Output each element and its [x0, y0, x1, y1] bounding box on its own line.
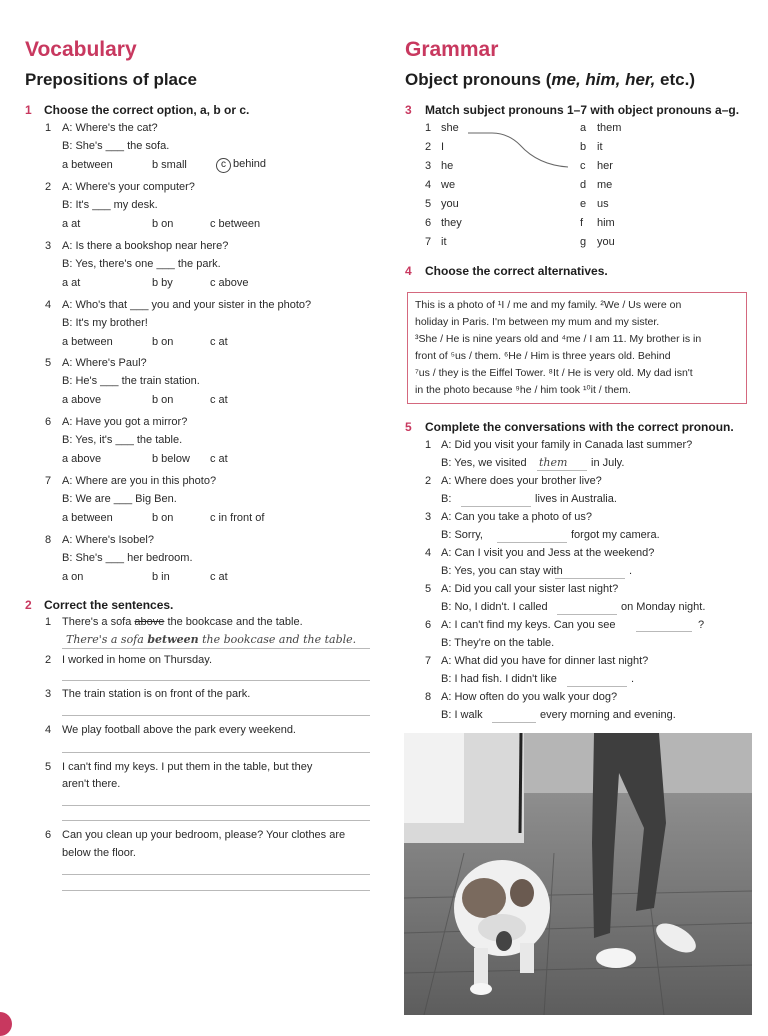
item-number: 8	[425, 691, 432, 703]
object-pronoun[interactable]: her	[597, 160, 613, 172]
question-a: A: Where's the cat?	[62, 122, 158, 134]
struck-word: above	[134, 616, 165, 628]
object-pronoun[interactable]: it	[597, 141, 603, 153]
line-b-end: .	[631, 673, 635, 685]
option[interactable]: b by	[152, 277, 173, 289]
object-pronoun[interactable]: him	[597, 217, 615, 229]
pronoun-number: 2	[425, 141, 432, 153]
line-b: B: I had fish. I didn't like	[441, 673, 557, 685]
answer-line[interactable]	[62, 874, 370, 875]
line-b: B: Yes, we visited	[441, 457, 527, 469]
option-label: behind	[233, 158, 267, 170]
option[interactable]: a above	[62, 394, 102, 406]
pronoun-number: 3	[425, 160, 432, 172]
line-b-end: every morning and evening.	[540, 709, 676, 721]
option[interactable]: c between	[210, 218, 261, 230]
box-line: holiday in Paris. I'm between my mum and my sister.	[415, 316, 660, 328]
line-b: B:	[441, 493, 452, 505]
pronoun-number: 5	[425, 198, 432, 210]
subject-pronoun[interactable]: we	[441, 179, 456, 191]
grammar-title: Grammar	[405, 38, 499, 61]
line-b-end: on Monday night.	[621, 601, 706, 613]
box-line: ⁷us / they is the Eiffel Tower. ⁸It / He is very old. My dad isn't	[415, 367, 693, 379]
answer-line[interactable]	[567, 686, 627, 687]
object-pronoun[interactable]: us	[597, 198, 609, 210]
option[interactable]: c at	[210, 453, 228, 465]
line-b: B: They're on the table.	[441, 637, 555, 649]
response-b: B: It's my brother!	[62, 317, 148, 329]
pronoun-number: 4	[425, 179, 432, 191]
line-b-end: .	[629, 565, 633, 577]
subject-pronoun[interactable]: I	[441, 141, 445, 153]
sentence-cont: aren't there.	[62, 778, 121, 790]
sentence: Can you clean up your bedroom, please? Your clothes are	[62, 829, 346, 841]
subject-pronoun[interactable]: she	[441, 122, 459, 134]
exercise-number: 3	[405, 103, 412, 117]
question-a: A: Where's Isobel?	[62, 534, 154, 546]
photo-illustration	[404, 733, 752, 1015]
line-a: A: Did you call your sister last night?	[441, 583, 619, 595]
item-number: 1	[425, 439, 432, 451]
line-a: A: I can't find my keys. Can you see	[441, 619, 616, 631]
option[interactable]: b on	[152, 218, 174, 230]
filled-answer: them	[539, 456, 568, 469]
subject-pronoun[interactable]: you	[441, 198, 459, 210]
option-circled[interactable]	[216, 158, 266, 173]
exercise-title: Choose the correct alternatives.	[425, 264, 608, 278]
item-number: 7	[425, 655, 432, 667]
option[interactable]: c at	[210, 394, 228, 406]
item-number: 5	[45, 357, 52, 369]
subject-pronoun[interactable]: it	[441, 236, 447, 248]
line-a: A: Where does your brother live?	[441, 475, 602, 487]
sentence: I worked in home on Thursday.	[62, 654, 213, 666]
subject-pronoun[interactable]: he	[441, 160, 454, 172]
question-a: A: Is there a bookshop near here?	[62, 240, 229, 252]
line-a: A: Can you take a photo of us?	[441, 511, 593, 523]
box-line: in the photo because ⁹he / him took ¹⁰it / them.	[415, 384, 631, 396]
sentence	[62, 616, 303, 628]
pronoun-number: 6	[425, 217, 432, 229]
question-a: A: Where's Paul?	[62, 357, 147, 369]
answer-line[interactable]	[62, 890, 370, 891]
item-number: 3	[45, 688, 52, 700]
exercise-number: 4	[405, 264, 412, 278]
pronoun-letter: d	[580, 179, 587, 191]
option[interactable]: b in	[152, 571, 170, 583]
line-a: A: How often do you walk your dog?	[441, 691, 618, 703]
object-pronoun[interactable]: you	[597, 236, 615, 248]
response-b: B: It's ___ my desk.	[62, 199, 158, 211]
box-line: front of ⁵us / them. ⁶He / Him is three years old. Behind	[415, 350, 671, 362]
question-a: A: Have you got a mirror?	[62, 416, 188, 428]
item-number: 5	[425, 583, 432, 595]
option[interactable]: b on	[152, 336, 174, 348]
option[interactable]: b on	[152, 394, 174, 406]
line-a: A: Can I visit you and Jess at the weekend?	[441, 547, 655, 559]
response-b: B: We are ___ Big Ben.	[62, 493, 177, 505]
option[interactable]: a between	[62, 159, 113, 171]
question-a: A: Where are you in this photo?	[62, 475, 217, 487]
object-pronoun[interactable]: them	[597, 122, 622, 134]
line-a: A: Did you visit your family in Canada last summer?	[441, 439, 693, 451]
example-answer: There's a sofa between the bookcase and the table.	[66, 633, 357, 646]
answer-line[interactable]	[636, 631, 692, 632]
exercise-title: Correct the sentences.	[44, 598, 174, 612]
sentence: The train station is on front of the park.	[62, 688, 251, 700]
item-number: 2	[425, 475, 432, 487]
box-line: This is a photo of ¹I / me and my family. ²We / Us were on	[415, 299, 682, 311]
item-number: 6	[425, 619, 432, 631]
answer-line[interactable]	[62, 680, 370, 681]
option[interactable]: c in front of	[210, 512, 265, 524]
sentence-start: There's a sofa	[62, 616, 135, 628]
response-b: B: Yes, it's ___ the table.	[62, 434, 183, 446]
answer-line[interactable]	[62, 715, 370, 716]
exercise-title: Complete the conversations with the correct pronoun.	[425, 420, 734, 434]
response-b: B: She's ___ the sofa.	[62, 140, 170, 152]
line-b: B: No, I didn't. I called	[441, 601, 548, 613]
item-number: 4	[45, 299, 52, 311]
sentence-cont: below the floor.	[62, 847, 136, 859]
answer-line[interactable]	[62, 752, 370, 753]
selected-circle: c	[216, 158, 231, 173]
option[interactable]: b small	[152, 159, 187, 171]
line-b: B: Sorry,	[441, 529, 483, 541]
option[interactable]: a above	[62, 453, 102, 465]
answer-line[interactable]	[557, 614, 617, 615]
grammar-subtitle: Object pronouns (me, him, her, etc.)	[405, 70, 696, 89]
option[interactable]: c at	[210, 336, 228, 348]
line-a: A: What did you have for dinner last night?	[441, 655, 649, 667]
option[interactable]: a on	[62, 571, 84, 583]
response-b: B: Yes, there's one ___ the park.	[62, 258, 221, 270]
item-number: 2	[45, 654, 52, 666]
vocabulary-title: Vocabulary	[25, 38, 137, 61]
item-number: 3	[425, 511, 432, 523]
sentence-end: the bookcase and the table.	[164, 616, 303, 628]
exercise-number: 2	[25, 598, 32, 612]
dog-walking-photo	[404, 733, 752, 1015]
pronoun-letter: f	[580, 217, 584, 229]
line-b-end: lives in Australia.	[535, 493, 617, 505]
answer-line[interactable]	[497, 542, 567, 543]
sentence: We play football above the park every weekend.	[62, 724, 296, 736]
pronoun-number: 7	[425, 236, 432, 248]
answer-line[interactable]	[62, 820, 370, 821]
response-b: B: She's ___ her bedroom.	[62, 552, 193, 564]
text-box	[407, 292, 747, 404]
item-number: 6	[45, 829, 52, 841]
pronoun-letter: e	[580, 198, 587, 210]
option[interactable]: c at	[210, 571, 228, 583]
pronoun-letter: a	[580, 122, 587, 134]
object-pronoun[interactable]: me	[597, 179, 613, 191]
pronoun-letter: b	[580, 141, 587, 153]
exercise-number: 5	[405, 420, 412, 434]
answer-line[interactable]	[492, 722, 536, 723]
item-number: 8	[45, 534, 52, 546]
item-number: 5	[45, 761, 52, 773]
question-a: A: Where's your computer?	[62, 181, 195, 193]
exercise-number: 1	[25, 103, 32, 117]
page-tab-marker	[0, 1012, 12, 1036]
option[interactable]: b on	[152, 512, 174, 524]
question-a: A: Who's that ___ you and your sister in the photo?	[62, 299, 312, 311]
line-b-end: in July.	[591, 457, 625, 469]
answer-line[interactable]	[62, 805, 370, 806]
item-number: 4	[425, 547, 432, 559]
option[interactable]: b below	[152, 453, 190, 465]
answer-line	[62, 648, 370, 649]
pronoun-letter: c	[580, 160, 586, 172]
option[interactable]: a between	[62, 336, 113, 348]
item-number: 3	[45, 240, 52, 252]
option[interactable]: a at	[62, 218, 81, 230]
item-number: 1	[45, 616, 52, 628]
exercise-title: Choose the correct option, a, b or c.	[44, 103, 250, 117]
answer-line[interactable]	[555, 578, 625, 579]
answer-line[interactable]	[461, 506, 531, 507]
pronoun-letter: g	[580, 236, 587, 248]
item-number: 2	[45, 181, 52, 193]
match-line	[460, 125, 580, 175]
pronoun-number: 1	[425, 122, 432, 134]
item-number: 6	[45, 416, 52, 428]
sentence: I can't find my keys. I put them in the table, but they	[62, 761, 313, 773]
line-b: B: I walk	[441, 709, 483, 721]
response-b: B: He's ___ the train station.	[62, 375, 200, 387]
line-b: B: Yes, you can stay with	[441, 565, 563, 577]
option[interactable]: a between	[62, 512, 113, 524]
exercise-title: Match subject pronouns 1–7 with object pronouns a–g.	[425, 103, 740, 117]
line-a-end: ?	[698, 619, 705, 631]
answer-line[interactable]	[537, 470, 587, 471]
vocabulary-subtitle: Prepositions of place	[25, 70, 197, 89]
item-number: 7	[45, 475, 52, 487]
item-number: 4	[45, 724, 52, 736]
subject-pronoun[interactable]: they	[441, 217, 462, 229]
item-number: 1	[45, 122, 52, 134]
line-b-end: forgot my camera.	[571, 529, 660, 541]
option[interactable]: a at	[62, 277, 81, 289]
option[interactable]: c above	[210, 277, 249, 289]
box-line: ³She / He is nine years old and ⁴me / I am 11. My brother is in	[415, 333, 702, 345]
